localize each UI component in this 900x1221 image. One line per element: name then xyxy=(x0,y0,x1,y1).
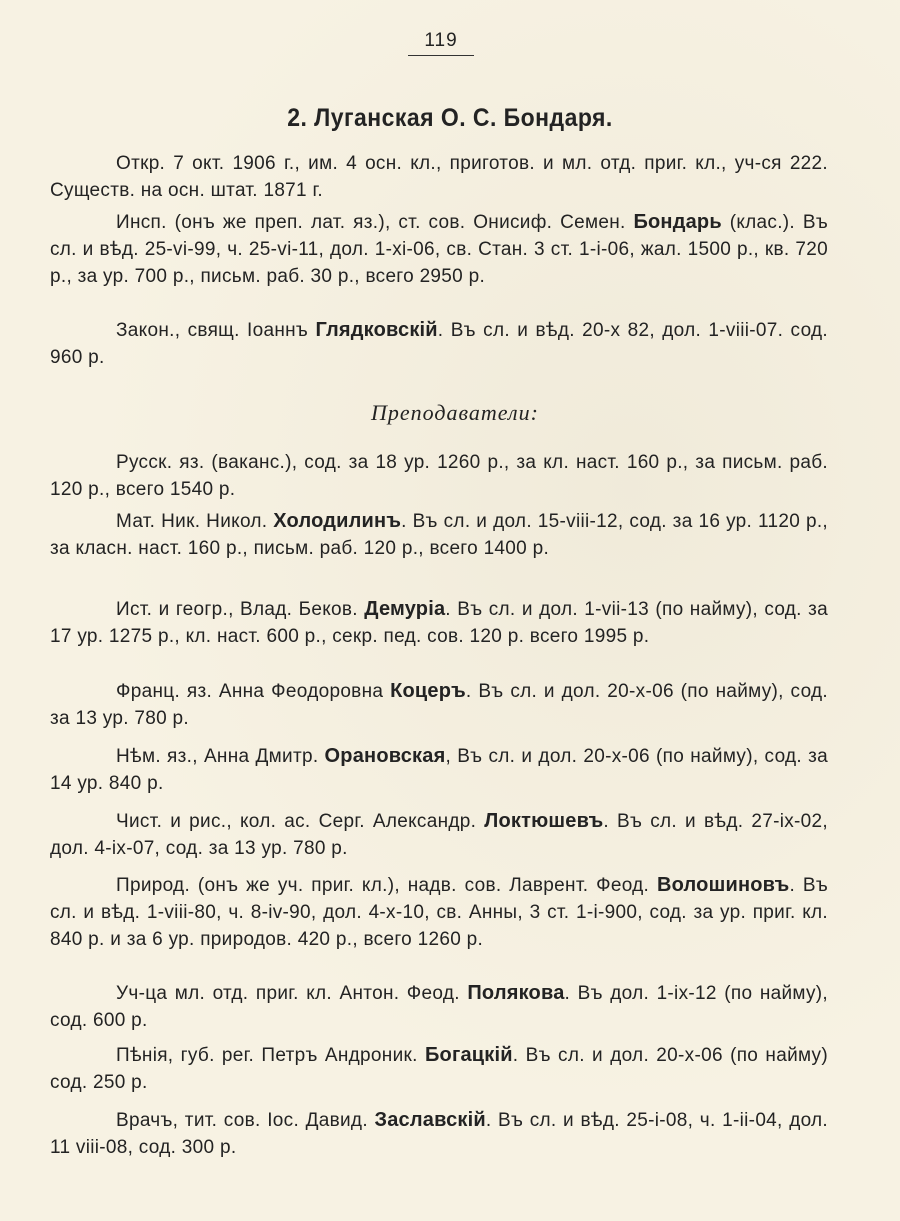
staff-entry-priest xyxy=(50,317,828,371)
entry-surname: Орановская xyxy=(324,745,446,767)
teacher-entry xyxy=(50,743,828,797)
entry-surname: Локтюшевъ xyxy=(484,810,604,832)
entry-text: Русск. яз. (ваканс.), сод. за 18 ур. 1260 р., за кл. наст. 160 р., за письм. раб. 120 р., всего 1540 р. xyxy=(50,452,828,500)
entry-text: . Въ сл. и вѣд. 1-viii-80, ч. 8-iv-90, дол. 4-x-10, св. Анны, 3 ст. 1-i-900, сод. за ур. приг. кл. 840 р. и за 6 ур. природов. 420 р., всего 1260 р. xyxy=(50,875,828,950)
entry-surname: Коцеръ xyxy=(390,680,466,702)
entry-text: Ист. и геогр., Влад. Беков. xyxy=(116,599,365,620)
school-info-paragraph: Откр. 7 окт. 1906 г., им. 4 осн. кл., приготов. и мл. отд. приг. кл., уч-ся 222. Существ. на осн. штат. 1871 г. xyxy=(50,153,828,201)
entry-text: Уч-ца мл. отд. приг. кл. Антон. Феод. xyxy=(116,983,468,1004)
entry-text: Чист. и рис., кол. ас. Серг. Александр. xyxy=(116,811,485,832)
entry-surname: Богацкій xyxy=(424,1044,513,1066)
entry-text: Франц. яз. Анна Феодоровна xyxy=(116,681,391,702)
entry-text: Пѣнія, губ. рег. Петръ Андроник. xyxy=(116,1045,425,1066)
entry-text: Врачъ, тит. сов. Іос. Давид. xyxy=(116,1110,375,1131)
teacher-entry xyxy=(50,508,828,562)
entry-text: . Въ сл. и вѣд. 27-ix-02, дол. 4-ix-07, сод. за 13 ур. 780 р. xyxy=(50,811,828,859)
entry-text: Закон., свящ. Іоаннъ xyxy=(116,320,316,341)
entry-text: Мат. Ник. Никол. xyxy=(116,511,274,532)
teacher-entry xyxy=(50,872,828,953)
teachers-subheading: Преподаватели: xyxy=(371,400,539,425)
teacher-entry xyxy=(50,596,828,650)
entry-surname: Заславскій xyxy=(374,1109,486,1131)
teacher-entry xyxy=(50,678,828,732)
entry-text: (клас.). Въ сл. и вѣд. 25-vi-99, ч. 25-vi-11, дол. 1-xi-06, св. Стан. 3 ст. 1-i-06, жал. 1500 р., кв. 720 р., за ур. 700 р., письм. раб. 30 р., всего 2950 р. xyxy=(50,212,828,287)
page-number: 119 xyxy=(408,30,474,56)
entry-surname: Волошиновъ xyxy=(656,874,790,896)
teacher-entry xyxy=(50,1042,828,1096)
entry-surname: Бондарь xyxy=(633,211,722,233)
teacher-entry xyxy=(50,980,828,1034)
staff-entry-inspector xyxy=(50,209,828,290)
entry-text: Инсп. (онъ же преп. лат. яз.), ст. сов. Онисиф. Семен. xyxy=(116,212,634,233)
entry-text: . Въ сл. и вѣд. 25-i-08, ч. 1-ii-04, дол. 11 viii-08, сод. 300 р. xyxy=(50,1110,828,1158)
teacher-entry xyxy=(50,1107,828,1161)
entry-surname: Глядковскій xyxy=(315,319,438,341)
entry-text: . Въ сл. и дол. 15-viii-12, сод. за 16 ур. 1120 р., за класн. наст. 160 р., письм. раб. 120 р., всего 1400 р. xyxy=(50,511,828,559)
entry-surname: Демуріа xyxy=(364,598,446,620)
entry-text: . Въ дол. 1-ix-12 (по найму), сод. 600 р. xyxy=(50,983,828,1031)
entry-text: Нѣм. яз., Анна Дмитр. xyxy=(116,746,325,767)
section-heading: 2. Луганская О. С. Бондаря. xyxy=(287,104,613,132)
entry-text: . Въ сл. и дол. 20-x-06 (по найму), сод. за 13 ур. 780 р. xyxy=(50,681,828,729)
entry-text: . Въ сл. и дол. 20-x-06 (по найму) сод. 250 р. xyxy=(50,1045,828,1093)
teacher-entry xyxy=(50,808,828,862)
entry-text: , Въ сл. и дол. 20-x-06 (по найму), сод. за 14 ур. 840 р. xyxy=(50,746,829,794)
entry-text: . Въ сл. и дол. 1-vii-13 (по найму), сод. за 17 ур. 1275 р., кл. наст. 600 р., секр. пед. сов. 120 р. всего 1995 р. xyxy=(50,599,828,647)
teacher-entry xyxy=(50,449,828,503)
entry-surname: Полякова xyxy=(467,982,565,1004)
entry-text: . Въ сл. и вѣд. 20-x 82, дол. 1-viii-07. сод. 960 р. xyxy=(50,320,828,368)
entry-text: Природ. (онъ же уч. приг. кл.), надв. сов. Лаврент. Феод. xyxy=(116,875,657,896)
entry-surname: Холодилинъ xyxy=(273,510,402,532)
